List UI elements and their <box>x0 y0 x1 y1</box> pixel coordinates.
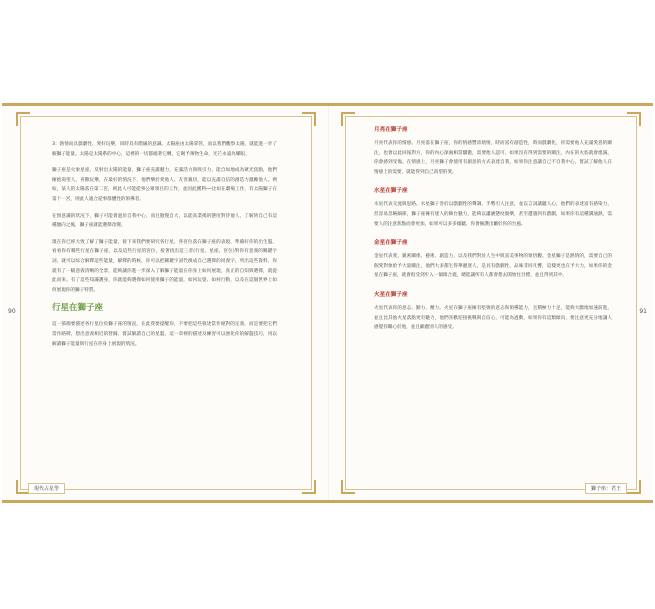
frame-corner-ornament-icon <box>341 112 355 126</box>
frame-corner-ornament-icon <box>627 112 641 126</box>
planet-section <box>374 126 612 177</box>
planet-section <box>374 187 612 229</box>
planet-heading: 月亮在獅子座 <box>374 127 408 133</box>
planet-section <box>374 239 612 281</box>
planet-heading: 水星在獅子座 <box>374 188 408 195</box>
right-page-number: 91 <box>639 308 647 315</box>
right-running-footer: 獅子座：君王 <box>585 483 627 494</box>
planet-heading: 金星在獅子座 <box>374 240 408 247</box>
paragraph: 這一節簡要描述各行星位於獅子座的情況，在此我要提醒你，不要把這些敘述當作絕對的定義，而是要把它們當作路牌，想出意義相近的替歸，嘗試解讀自己的星盤，這一章裡的描述及練習可以強化你的解盤技巧，用以解讀獅子能量與行星在你身上展現的情況。 <box>52 322 277 347</box>
frame-corner-ornament-icon <box>302 480 316 494</box>
right-page-body <box>374 126 612 343</box>
book-spread <box>2 103 653 503</box>
left-page-number: 90 <box>8 308 16 315</box>
book-spine <box>328 106 329 500</box>
frame-corner-ornament-icon <box>341 480 355 494</box>
paragraph: 獅子座是火象星座，反射出太陽的能量，獅子座充滿魅力，充滿活力與吸引力，能自如地成為眾光焦點，他們擁抱渴望人、喜歡玩樂，在最好的情況下，他們樂於愛他人、友善親切，能以充滿自信的創造力激勵他人。例如，某人的太陽落在第二宮，則此人可能從事公眾領目的工作，並因此獲利──比如在劇場工作，有太陽獅子在第十一宮，則此人適合從事群體性的領導者。 <box>52 168 277 202</box>
left-running-footer: 現代占星學 <box>28 483 65 494</box>
paragraph: 現在你已經大致了解了獅子能量，接下來我們要研究各行星，各宮位落在獅子座的表現，準備好你的出生盤，看看你有哪些行星在獅子座，以及這些行星的宮位，接著找出這三者(行星、星座、宮位)對你有意義的關鍵字詞，就可以綜合解釋這些能量，解釋的時候，你可以把關鍵字詞代換成自己選擇的同義字，列出這些資料，你就有了一幅意義清晰的全景，能夠讓你進一步深入了解獅子能量在你身上如何展現，真正的自知與選擇，就從此而來。有了這些知識護身，你就能夠選擇如何使用獅子的能量，如何玩耍、如何行動，以及在這個世界上如何展現你的獅子特質。 <box>52 239 277 293</box>
paragraph: 3：熱情而具戲劇性、愛好玩樂，同時具有階級的意識。太陽座由太陽掌管，而以我們觀察太陽，就能進一步了解獅子能量。太陽是太陽系的中心，這裡的一切都繞著它轉，它賜予萬物生命，光芒永遠為耀眼。 <box>52 142 277 157</box>
paragraph: 在無意識的狀況下，獅子可能會過於自我中心，而且傲慢自大，以能高業揭的態度對待他人，了解到自己有這種傾向之後，獅子座就能選擇改變。 <box>52 213 277 229</box>
paragraph: 水星代表交流與思路。水星獅子善於以戲劇性的聲調、手勢引人注意，並以言詞讓聽人心，他們的表達富有感染力，但容易忽略細節，獅子座擁有迷人的舞台魅力，能夠以瀟灑態度娛樂，甚至遭遇到有戲劇，如果你有這種溝通熱，需要人的注意焦點而會更加，如果可以多多傾聽，你會擁護出屬於你的台風。 <box>374 202 612 227</box>
frame-corner-ornament-icon <box>627 480 641 494</box>
section-heading: 行星在獅子座 <box>52 303 104 314</box>
planet-heading: 火星在獅子座 <box>374 291 408 298</box>
left-page-body <box>52 140 277 356</box>
frame-corner-ornament-icon <box>302 112 316 126</box>
paragraph: 金星代表愛、親密關係、藝術、創造力，以及我們對於人生中與富美事物的領悟觀。金星獅子是熱情的，需要自己的個愛對象給予大量關注，他們大多都生得華麗迷人，是具有戲劇性、品味非同凡響，這樣更也在予大力，如果你的金星在獅子座，就會很受到步入一個璀合適，總能讓所有人都會想去開始往目標，並且得到其中。 <box>374 254 612 279</box>
paragraph: 月亮代表你的情感。月亮落在獅子座，你的情感豐沛熱情，時而富有創造性，時而戲劇化，你需要他人充滿愛意的關注，也會以此回報對方，你的內心深處相當驕傲，需要他人認可，如果沒有得到需要的關注，內在的火焰就會熄滅，你會感到受傷。在情感上，月亮獅子會使用有創意的方式表達自我，如果你注意讓自己不自我中心，嘗試了解他人在情感上的需要，就能得到自己渴望的愛。 <box>374 141 612 175</box>
frame-corner-ornament-icon <box>16 112 30 126</box>
planet-section <box>374 291 612 333</box>
paragraph: 火星代表你的意志、勤力、精力。火星在獅子座擁有堅強的意志和領導能力，且積極力十足，能夠大膽地加速前進，並且比其他火星落點更有魅力，他們喜歡迎接挑戰與自信心，可能為過動，如果你有這類傾向，要注意更充分地讓人感覺你關心於他，並且顧慮別人的感受。 <box>374 305 612 331</box>
